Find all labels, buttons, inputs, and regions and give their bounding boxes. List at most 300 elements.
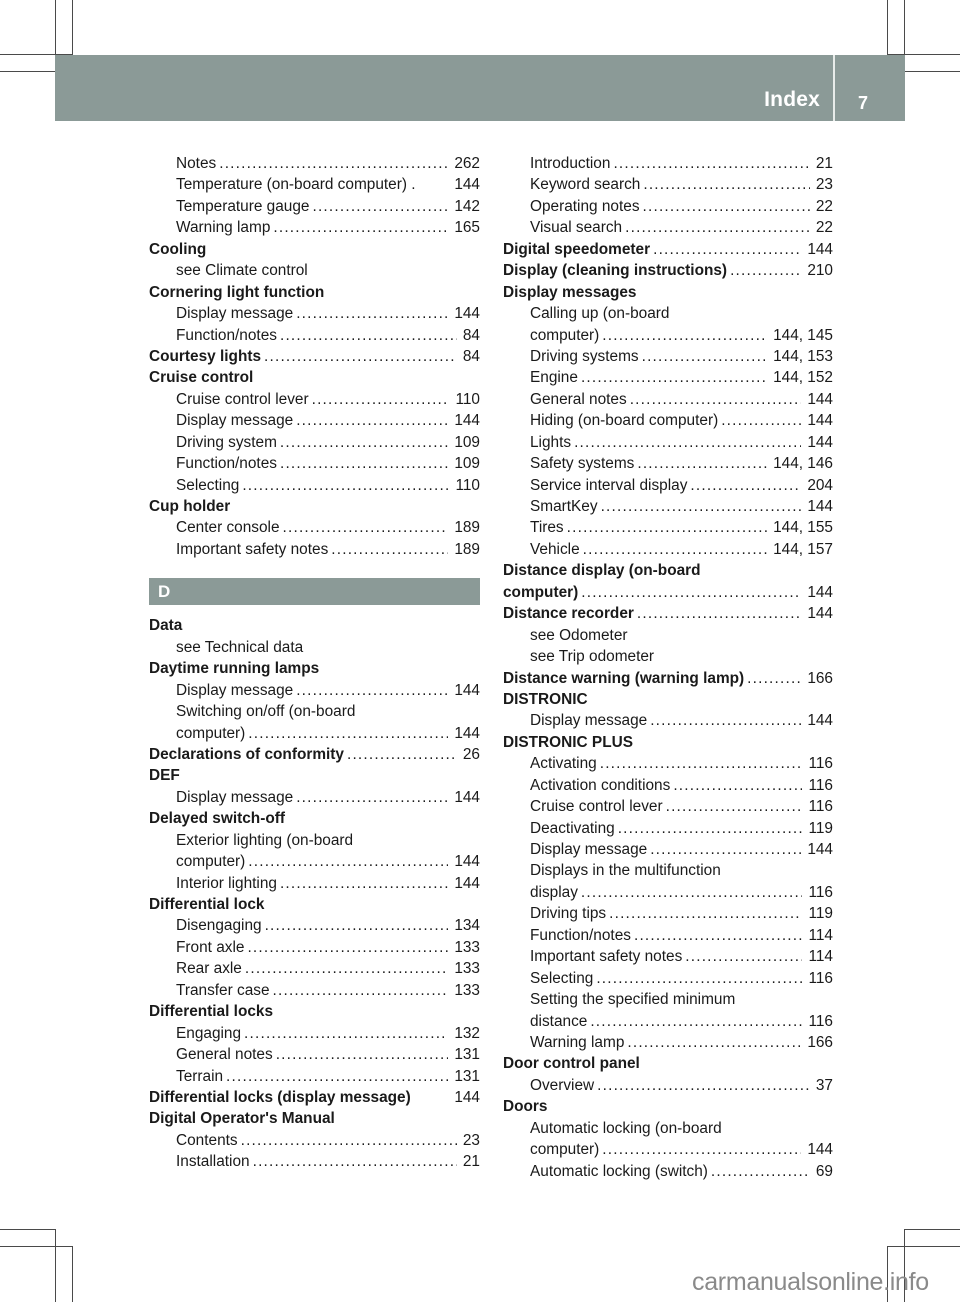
entry-text: Distance warning (warning lamp) <box>503 669 745 687</box>
page-reference[interactable]: 116 <box>808 798 833 816</box>
dot-leader <box>602 325 767 346</box>
entry-text: Daytime running lamps <box>149 660 320 678</box>
dot-leader <box>296 410 448 431</box>
entry-text: Notes <box>176 155 217 172</box>
page-reference[interactable]: 262 <box>454 155 480 172</box>
page-reference[interactable]: 189 <box>454 540 480 558</box>
entry-text: Differential lock <box>149 896 265 913</box>
entry-text: Data <box>149 617 183 635</box>
index-subentry[interactable] <box>149 410 480 431</box>
entry-text: Overview <box>530 1076 595 1094</box>
entry-text: Terrain <box>176 1067 224 1085</box>
index-heading <box>503 560 833 581</box>
index-subentry[interactable] <box>149 196 480 217</box>
entry-text: Disengaging <box>176 917 262 935</box>
dot-leader <box>642 346 767 367</box>
index-heading <box>149 496 480 517</box>
index-subentry[interactable] <box>149 325 480 346</box>
entry-text: Driving tips <box>530 905 607 923</box>
dot-leader <box>312 196 448 217</box>
page-reference[interactable]: 144 <box>807 433 833 451</box>
page-reference[interactable]: 114 <box>808 926 833 944</box>
index-subentry[interactable] <box>503 968 833 989</box>
page-reference[interactable]: 144, 152 <box>773 369 833 387</box>
dot-leader <box>601 496 802 517</box>
entry-text: Cup holder <box>149 498 231 515</box>
entry-text: Rear axle <box>176 960 242 978</box>
dot-leader <box>581 882 803 903</box>
page-reference[interactable]: 144 <box>454 874 480 892</box>
dot-leader <box>596 968 802 989</box>
index-subentry[interactable] <box>149 517 480 538</box>
entry-text: see Technical data <box>176 638 304 656</box>
entry-text: Service interval display <box>530 476 688 494</box>
dot-leader <box>242 475 449 496</box>
dot-leader <box>730 260 801 281</box>
page-reference[interactable]: 116 <box>808 755 833 773</box>
index-subentry[interactable] <box>503 367 833 388</box>
page-reference[interactable]: 131 <box>454 1046 480 1064</box>
index-subentry[interactable] <box>503 903 833 924</box>
entry-text: Differential locks <box>149 1003 274 1021</box>
dot-leader <box>296 303 448 324</box>
index-subentry[interactable] <box>149 1151 480 1172</box>
index-column-left <box>149 153 480 1173</box>
dot-leader <box>248 851 448 872</box>
entry-text: Activating <box>530 755 597 773</box>
page-reference[interactable]: 165 <box>454 219 480 237</box>
index-subentry[interactable] <box>503 1011 833 1032</box>
dot-leader <box>600 753 803 774</box>
index-heading[interactable] <box>503 603 833 624</box>
entry-text: Automatic locking (switch) <box>530 1162 708 1180</box>
index-heading[interactable] <box>149 744 480 765</box>
entry-text: Driving systems <box>530 347 639 365</box>
dot-leader <box>219 153 448 174</box>
entry-text: computer) <box>530 326 600 344</box>
crop-mark <box>887 1246 960 1247</box>
entry-text: Tires <box>530 519 564 537</box>
dot-leader <box>690 475 801 496</box>
page-reference[interactable]: 144 <box>454 176 480 194</box>
index-subentry[interactable] <box>503 325 833 346</box>
dot-leader <box>296 680 448 701</box>
index-subentry[interactable] <box>149 1023 480 1044</box>
dot-leader <box>747 668 801 689</box>
page-number: 7 <box>858 93 869 113</box>
page-reference[interactable]: 110 <box>455 390 480 408</box>
dot-leader <box>711 1161 810 1182</box>
entry-text: Hiding (on-board computer) <box>530 412 719 430</box>
index-subentry[interactable] <box>503 217 833 238</box>
index-subentry[interactable] <box>149 475 480 496</box>
index-subentry[interactable] <box>503 710 833 731</box>
page-reference[interactable]: 116 <box>808 883 833 901</box>
crop-mark <box>887 0 888 55</box>
dot-leader <box>637 603 801 624</box>
index-subentry <box>503 625 833 646</box>
dot-leader <box>625 217 810 238</box>
page-reference[interactable]: 144 <box>454 681 480 699</box>
index-heading <box>503 1053 833 1074</box>
page-reference[interactable]: 119 <box>808 819 833 837</box>
page-reference[interactable]: 144 <box>454 305 480 323</box>
crop-mark <box>0 1246 72 1247</box>
entry-text: Deactivating <box>530 819 615 837</box>
page-reference[interactable]: 116 <box>808 1012 833 1030</box>
index-subentry[interactable] <box>149 915 480 936</box>
index-heading <box>149 765 480 786</box>
crop-mark <box>0 71 55 72</box>
header-divider <box>833 55 835 121</box>
dot-leader <box>347 744 457 765</box>
page-reference[interactable]: 144 <box>454 853 480 871</box>
dot-leader <box>685 946 802 967</box>
index-subentry[interactable] <box>149 539 480 560</box>
dot-leader <box>650 839 801 860</box>
index-subentry[interactable] <box>503 775 833 796</box>
dot-leader <box>609 903 802 924</box>
index-subentry[interactable] <box>149 980 480 1001</box>
entry-text: Display message <box>530 841 648 858</box>
page-reference[interactable]: 144, 155 <box>773 519 833 537</box>
index-heading[interactable] <box>149 346 480 367</box>
page-reference[interactable]: 144 <box>454 412 480 430</box>
page-reference[interactable]: 109 <box>454 433 480 451</box>
page-reference[interactable]: 109 <box>454 455 480 473</box>
index-heading[interactable] <box>503 668 833 689</box>
index-subentry[interactable] <box>503 946 833 967</box>
entry-text: Differential locks (display message) <box>149 1088 411 1106</box>
index-subentry[interactable] <box>503 389 833 410</box>
page-reference[interactable]: 144 <box>807 841 833 858</box>
page-reference[interactable]: 119 <box>808 905 833 923</box>
page-reference[interactable]: 84 <box>462 326 480 344</box>
entry-text: Switching on/off (on-board <box>176 703 356 721</box>
entry-text: Display message <box>176 412 294 430</box>
index-subentry[interactable] <box>503 475 833 496</box>
entry-text: DEF <box>149 767 180 785</box>
entry-text: Safety systems <box>530 455 635 473</box>
crop-mark <box>905 71 960 72</box>
page-reference[interactable]: 144 <box>807 390 833 408</box>
dot-leader <box>583 539 767 560</box>
page-reference[interactable]: 166 <box>807 1033 833 1051</box>
page-reference[interactable]: 142 <box>454 197 480 215</box>
entry-text: Delayed switch-off <box>149 810 285 828</box>
index-subentry[interactable] <box>503 818 833 839</box>
index-subentry[interactable] <box>503 196 833 217</box>
index-heading <box>149 615 480 636</box>
entry-text: Doors <box>503 1098 548 1116</box>
entry-text: Setting the specified minimum <box>530 991 736 1009</box>
page-reference[interactable]: 110 <box>455 476 480 494</box>
index-subentry[interactable] <box>503 925 833 946</box>
dot-leader <box>283 517 449 538</box>
index-subentry[interactable] <box>503 517 833 538</box>
entry-text: Transfer case <box>176 981 270 999</box>
page-reference[interactable]: 144 <box>807 240 833 258</box>
crop-mark <box>72 0 73 55</box>
dot-leader <box>273 217 448 238</box>
index-heading[interactable] <box>503 239 833 260</box>
entry-text: Interior lighting <box>176 874 277 892</box>
entry-text: Function/notes <box>176 455 277 473</box>
index-subentry[interactable] <box>149 453 480 474</box>
page-reference[interactable]: 210 <box>807 262 833 280</box>
page-reference[interactable]: 23 <box>462 1131 480 1149</box>
page-reference[interactable]: 134 <box>454 917 480 935</box>
index-heading <box>149 808 480 829</box>
dot-leader <box>312 389 450 410</box>
entry-text: General notes <box>176 1046 273 1064</box>
index-subentry[interactable] <box>149 680 480 701</box>
entry-text: Display message <box>530 712 648 730</box>
dot-leader <box>653 239 801 260</box>
page-reference[interactable]: 144 <box>807 605 833 623</box>
entry-text: Front axle <box>176 938 245 956</box>
page-reference[interactable]: 116 <box>808 776 833 794</box>
dot-leader <box>634 925 802 946</box>
entry-text: Display message <box>176 681 294 699</box>
entry-text: DISTRONIC PLUS <box>503 733 633 751</box>
dot-leader <box>296 787 448 808</box>
dot-leader <box>280 873 448 894</box>
dot-leader <box>264 346 457 367</box>
page-reference[interactable]: 26 <box>462 745 480 763</box>
page-reference[interactable]: 22 <box>815 219 833 237</box>
page-reference[interactable]: 133 <box>454 960 480 978</box>
dot-leader <box>643 196 810 217</box>
entry-text: computer) <box>530 1141 600 1159</box>
entry-text: Cruise control lever <box>530 798 663 816</box>
entry-text: Installation <box>176 1153 250 1171</box>
page-reference[interactable]: 166 <box>807 669 833 687</box>
page-reference[interactable]: 144 <box>807 712 833 730</box>
crop-mark <box>72 1246 73 1302</box>
entry-text: see Trip odometer <box>530 648 655 666</box>
page-reference[interactable]: 23 <box>815 176 833 194</box>
index-subentry[interactable] <box>503 174 833 195</box>
index-subentry[interactable] <box>149 1066 480 1087</box>
crop-mark <box>55 1229 56 1302</box>
index-subentry[interactable] <box>149 174 480 195</box>
index-heading <box>503 282 833 303</box>
entry-text: Calling up (on-board <box>530 305 670 323</box>
dot-leader <box>581 367 767 388</box>
dot-leader <box>650 710 801 731</box>
page-reference[interactable]: 204 <box>807 476 833 494</box>
index-subentry[interactable] <box>503 753 833 774</box>
page-reference[interactable]: 144, 157 <box>773 540 833 558</box>
page-reference[interactable]: 133 <box>454 981 480 999</box>
index-subentry <box>503 860 833 881</box>
page-reference[interactable]: 116 <box>808 969 833 987</box>
page-reference[interactable]: 132 <box>454 1024 480 1042</box>
index-subentry[interactable] <box>149 723 480 744</box>
entry-text: Distance recorder <box>503 605 634 623</box>
section-title: Index <box>764 88 820 111</box>
dot-leader <box>241 1130 457 1151</box>
entry-text: Selecting <box>530 969 594 987</box>
entry-text: Function/notes <box>176 326 277 344</box>
watermark: carmanualsonline.info <box>692 1268 929 1296</box>
entry-text: computer) <box>503 583 579 601</box>
entry-text: Display message <box>176 305 294 323</box>
page-reference[interactable]: 144 <box>454 788 480 806</box>
index-subentry[interactable] <box>149 958 480 979</box>
page-reference[interactable]: 84 <box>462 347 480 365</box>
page-reference[interactable]: 133 <box>454 938 480 956</box>
entry-text: computer) <box>176 724 246 742</box>
index-subentry[interactable] <box>503 882 833 903</box>
index-subentry[interactable] <box>149 217 480 238</box>
page-reference[interactable]: 144 <box>454 1088 480 1106</box>
entry-text: Display messages <box>503 283 637 301</box>
dot-leader <box>567 517 767 538</box>
dot-leader <box>597 1075 810 1096</box>
index-subentry <box>149 701 480 722</box>
index-subentry[interactable] <box>149 153 480 174</box>
entry-text: Function/notes <box>530 926 631 944</box>
entry-text: Automatic locking (on-board <box>530 1119 722 1137</box>
dot-leader <box>253 1151 457 1172</box>
dot-leader <box>226 1066 448 1087</box>
dot-leader <box>581 582 801 603</box>
index-subentry[interactable] <box>149 303 480 324</box>
entry-text: computer) <box>176 853 246 871</box>
index-subentry <box>149 637 480 658</box>
index-subentry[interactable] <box>503 1075 833 1096</box>
page-reference[interactable]: 144 <box>807 498 833 515</box>
dot-leader <box>248 723 448 744</box>
index-subentry[interactable] <box>503 839 833 860</box>
dot-leader <box>637 453 767 474</box>
dot-leader <box>265 915 449 936</box>
dot-leader <box>273 980 449 1001</box>
dot-leader <box>666 796 803 817</box>
page-reference[interactable]: 144 <box>807 583 833 601</box>
dot-leader <box>276 1044 449 1065</box>
page-reference[interactable]: 144, 153 <box>773 347 833 365</box>
entry-text: Temperature (on-board computer) . <box>176 176 416 194</box>
index-heading[interactable] <box>149 1087 480 1108</box>
entry-text: Temperature gauge <box>176 197 310 215</box>
index-subentry[interactable] <box>149 937 480 958</box>
index-subentry[interactable] <box>503 432 833 453</box>
page-reference[interactable]: 144 <box>454 724 480 742</box>
index-subentry[interactable] <box>149 1130 480 1151</box>
entry-text: Door control panel <box>503 1055 640 1073</box>
index-subentry[interactable] <box>503 1161 833 1182</box>
index-subentry[interactable] <box>503 346 833 367</box>
entry-text: Display (cleaning instructions) <box>503 262 728 280</box>
index-column-right <box>503 153 833 1182</box>
entry-text: DISTRONIC <box>503 690 588 708</box>
dot-leader <box>247 937 448 958</box>
page-reference[interactable]: 131 <box>454 1067 480 1085</box>
entry-text: Displays in the multifunction <box>530 862 721 880</box>
page-reference[interactable]: 189 <box>454 519 480 537</box>
index-subentry[interactable] <box>503 410 833 431</box>
dot-leader <box>574 432 801 453</box>
page-reference[interactable]: 21 <box>462 1153 480 1171</box>
entry-text: Cruise control lever <box>176 390 309 408</box>
index-heading <box>503 732 833 753</box>
entry-text: see Odometer <box>530 626 628 644</box>
index-subentry[interactable] <box>149 389 480 410</box>
index-subentry[interactable] <box>503 153 833 174</box>
index-subentry[interactable] <box>503 1032 833 1053</box>
dot-leader <box>331 539 448 560</box>
index-heading <box>149 367 480 388</box>
page-reference[interactable]: 144, 146 <box>773 455 833 473</box>
dot-leader <box>280 325 457 346</box>
entry-text: Activation conditions <box>530 776 671 794</box>
page-reference[interactable]: 69 <box>815 1162 833 1180</box>
dot-leader <box>721 410 801 431</box>
dot-leader <box>244 1023 448 1044</box>
index-subentry[interactable] <box>149 787 480 808</box>
page-reference[interactable]: 144, 145 <box>773 326 833 344</box>
index-subentry[interactable] <box>503 796 833 817</box>
entry-text: Distance display (on-board <box>503 562 701 580</box>
page-reference[interactable]: 144 <box>807 412 833 430</box>
dot-leader <box>618 818 803 839</box>
entry-text: Cruise control <box>149 369 254 387</box>
index-heading <box>503 689 833 710</box>
index-subentry[interactable] <box>149 1044 480 1065</box>
page-reference[interactable]: 22 <box>815 197 833 215</box>
dot-leader <box>643 174 810 195</box>
index-heading[interactable] <box>503 260 833 281</box>
letter-section-header: D <box>149 578 480 605</box>
index-subentry[interactable] <box>503 539 833 560</box>
index-heading <box>149 894 480 915</box>
index-subentry <box>503 989 833 1010</box>
entry-text: Keyword search <box>530 176 641 194</box>
index-subentry[interactable] <box>149 851 480 872</box>
entry-text: Warning lamp <box>176 219 271 237</box>
entry-text: Engine <box>530 369 578 387</box>
index-heading <box>149 1001 480 1022</box>
index-subentry[interactable] <box>503 496 833 517</box>
entry-text: Selecting <box>176 476 240 494</box>
page-reference[interactable]: 37 <box>815 1076 833 1094</box>
entry-text: Courtesy lights <box>149 347 262 365</box>
dot-leader <box>630 389 802 410</box>
entry-text: display <box>530 883 578 901</box>
entry-text: Contents <box>176 1131 238 1149</box>
entry-text: Display message <box>176 788 294 806</box>
page-reference[interactable]: 114 <box>808 948 833 966</box>
index-subentry[interactable] <box>503 1139 833 1160</box>
entry-text: Lights <box>530 433 572 451</box>
page-reference[interactable]: 21 <box>815 155 833 172</box>
index-heading[interactable] <box>503 582 833 603</box>
page-reference[interactable]: 144 <box>807 1141 833 1159</box>
index-subentry[interactable] <box>149 432 480 453</box>
entry-text: Cooling <box>149 240 207 258</box>
dot-leader <box>673 775 802 796</box>
index-subentry[interactable] <box>503 453 833 474</box>
crop-mark <box>0 1229 55 1230</box>
index-subentry[interactable] <box>149 873 480 894</box>
crop-mark <box>904 1229 960 1230</box>
entry-text: Engaging <box>176 1024 242 1042</box>
dot-leader <box>627 1032 801 1053</box>
index-subentry <box>149 830 480 851</box>
